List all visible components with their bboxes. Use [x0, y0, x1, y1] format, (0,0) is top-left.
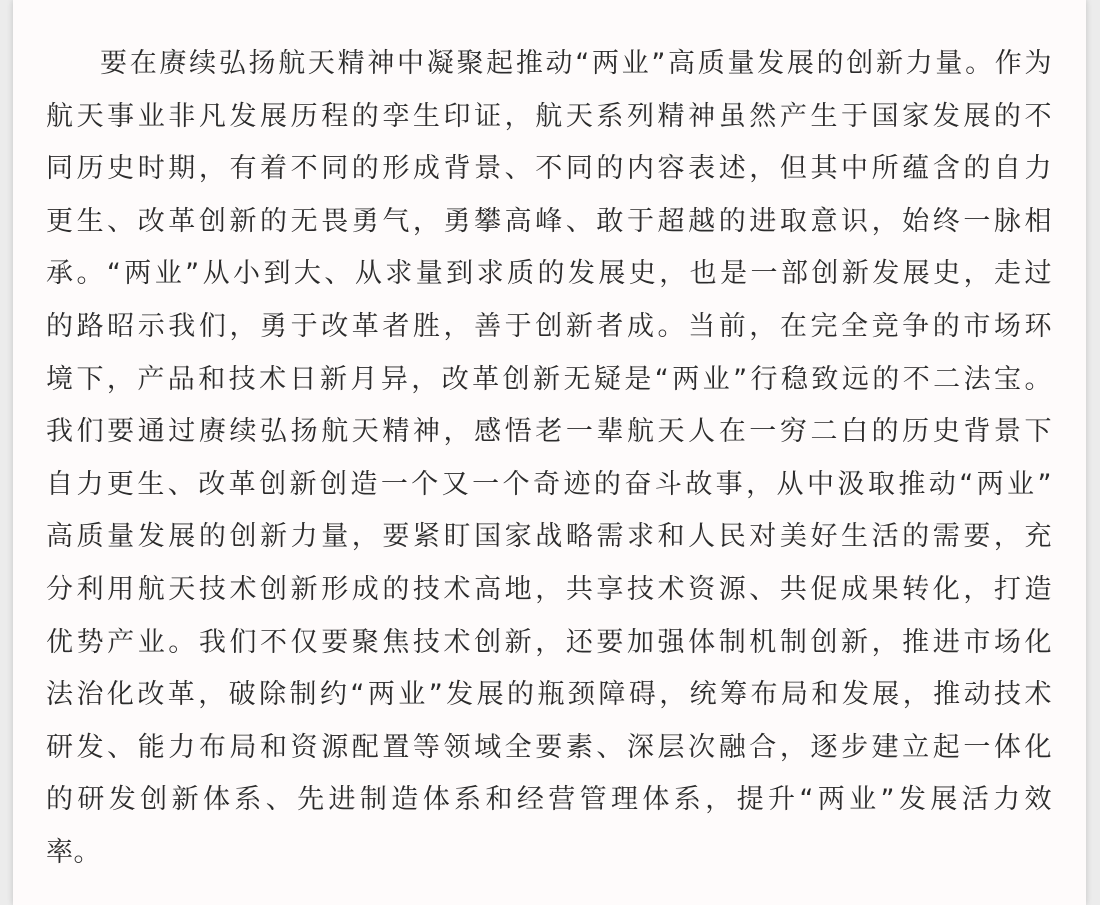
paragraph-line: 境下，产品和技术日新月异，改革创新无疑是“两业”行稳致远的不二法宝。: [46, 363, 1052, 395]
paragraph-line: 高质量发展的创新力量，要紧盯国家战略需求和人民对美好生活的需要，充: [46, 521, 1052, 553]
paragraph-line: 优势产业。我们不仅要聚焦技术创新，还要加强体制机制创新，推进市场化: [46, 626, 1052, 658]
paragraph-line: 率。: [46, 836, 101, 868]
paragraph-line: 航天事业非凡发展历程的孪生印证，航天系列精神虽然产生于国家发展的不: [46, 100, 1052, 132]
paragraph-line: 更生、改革创新的无畏勇气，勇攀高峰、敢于超越的进取意识，始终一脉相: [46, 205, 1052, 237]
document-page: [13, 0, 1086, 905]
paragraph-line: 我们要通过赓续弘扬航天精神，感悟老一辈航天人在一穷二白的历史背景下: [46, 416, 1052, 448]
paragraph-line: 自力更生、改革创新创造一个又一个奇迹的奋斗故事，从中汲取推动“两业”: [46, 468, 1052, 500]
paragraph-line: 研发、能力布局和资源配置等领域全要素、深层次融合，逐步建立起一体化: [46, 731, 1052, 763]
paragraph-line: 的路昭示我们，勇于改革者胜，善于创新者成。当前，在完全竞争的市场环: [46, 310, 1052, 342]
paragraph-line: 法治化改革，破除制约“两业”发展的瓶颈障碍，统筹布局和发展，推动技术: [46, 679, 1052, 711]
paragraph: [46, 38, 1052, 880]
paragraph-line: 同历史时期，有着不同的形成背景、不同的内容表述，但其中所蕴含的自力: [46, 153, 1052, 185]
paragraph-line: 的研发创新体系、先进制造体系和经营管理体系，提升“两业”发展活力效: [46, 784, 1052, 816]
paragraph-line: 要在赓续弘扬航天精神中凝聚起推动“两业”高质量发展的创新力量。作为: [100, 48, 1052, 79]
paragraph-line: 分利用航天技术创新形成的技术高地，共享技术资源、共促成果转化，打造: [46, 573, 1052, 605]
paragraph-line: 承。“两业”从小到大、从求量到求质的发展史，也是一部创新发展史，走过: [46, 258, 1052, 290]
